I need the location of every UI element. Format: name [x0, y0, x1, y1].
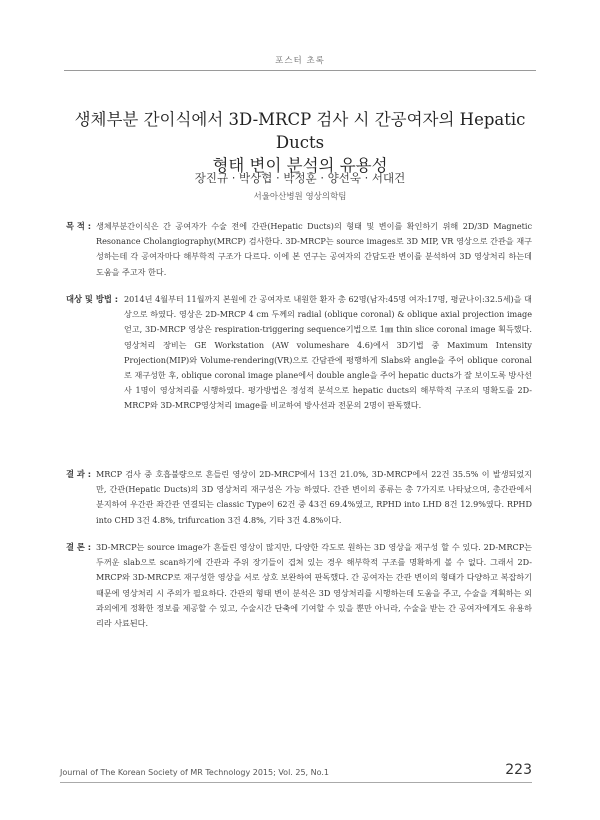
page-number: 223	[505, 762, 532, 778]
section-text-conclusion: 3D-MRCP는 source image가 흔들린 영상이 많지만, 다양한 각도로 원하는 3D 영상을 재구성 할 수 있다. 2D-MRCP는 두꺼운 slab으로 scan하기에 간관과 주위 장기들이 겹쳐 있는 경우 해부학적 구조를 명확하게 볼 수 없다. 그래서 2D-MRCP와 3D-MRCP로 재구성한 영상을 서로 상호 보완하여 판독했다. 간 공여자는 간관 변이의 형태가 다양하고 복잡하기 때문에 영상처리 시 주의가 필요하다. 간관의 형태 변이 분석은 3D 영상처리를 시행하는데 도움을 주고, 수술을 계획하는 외과의에게 정확한 정보를 제공할 수 있고, 수술시간 단축에 기여할 수 있을 뿐만 아니라, 수술을 받는 간 공여자에게도 유용하리라 사료된다.	[96, 542, 532, 629]
section-text-results: MRCP 검사 중 호흡불량으로 흔들린 영상이 2D-MRCP에서 13건 21.0%, 3D-MRCP에서 22건 35.5% 이 발생되었지만, 간관(Hepatic Ducts)의 3D 영상처리 재구성은 가능 하였다. 간관 변이의 종류는 총 7가지로 나타났으며, 총간관에서 분지하여 우간관 좌간관 연결되는 classic Type이 62건 중 43건 69.4%였고, RPHD into LHD 8건 12.9%였다. RPHD into CHD 3건 4.8%, trifurcation 3건 4.8%, 기타 3건 4.8%이다.	[96, 469, 532, 525]
section-text-methods: 2014년 4월부터 11월까지 본원에 간 공여자로 내원한 환자 총 62명(남자:45명 여자:17명, 평균나이:32.5세)을 대상으로 하였다. 영상은 2D-MRCP 4 cm 두께의 radial (oblique coronal) & oblique axial projection image 얻고, 3D-MRCP 영상은 respiration-triggering sequence기법으로 1㎜ thin slice coronal image 획득했다. 영상처리 장비는 GE Workstation (AW volumeshare 4.6)에서 3D기법 중 Maximum Intensity Projection(MIP)와 Volume-rendering(VR)으로 간담관에 평행하게 Slabs와 angle을 주어 oblique coronal로 재구성한 후, oblique coronal image plane에서 double angle을 주어 hepatic ducts가 잘 보이도록 방사선사 1명이 영상처리를 시행하였다. 평가방법은 정성적 분석으로 hepatic ducts의 해부학적 구조의 명확도를 2D-MRCP와 3D-MRCP영상처리 image를 비교하여 방사선과 전문의 2명이 판독했다.	[124, 294, 532, 411]
section-label-conclusion: 결 론 :	[66, 542, 92, 552]
paper-title	[60, 108, 540, 177]
journal-citation: Journal of The Korean Society of MR Technology 2015; Vol. 25, No.1	[60, 768, 330, 777]
title-line-1: 생체부분 간이식에서 3D-MRCP 검사 시 간공여자의 Hepatic Ducts	[74, 110, 526, 152]
title-line-2: 형태 변이 분석의 유용성	[212, 156, 388, 175]
header-divider	[64, 70, 536, 71]
affiliation: 서울아산병원 영상의학팀	[253, 192, 347, 202]
section-label-results: 결 과 :	[66, 469, 92, 479]
section-conclusion	[66, 540, 532, 635]
section-purpose	[66, 219, 532, 281]
section-results	[66, 467, 532, 529]
section-text-purpose: 생체부분간이식은 간 공여자가 수술 전에 간관(Hepatic Ducts)의 형태 및 변이를 확인하기 위해 2D/3D Magnetic Resonance Cholangiography(MRCP) 검사한다. 3D-MRCP는 source images로 3D MIP, VR 영상으로 간관을 재구성하는데 각 공여자마다 해부학적 구조가 다르다. 이에 본 연구는 공여자의 간담도관 변이를 분석하여 3D 영상처리 하는데 도움을 주고자 한다.	[96, 221, 532, 277]
section-label-purpose: 목 적 :	[66, 221, 92, 231]
section-methods	[66, 292, 532, 452]
section-header: 포스터 초록	[275, 56, 325, 66]
footer-divider	[60, 782, 532, 783]
section-label-methods: 대상 및 방법 :	[66, 294, 119, 304]
author-list: 장진규 · 박상협 · 박정훈 · 양선욱 · 서대건	[194, 171, 406, 185]
